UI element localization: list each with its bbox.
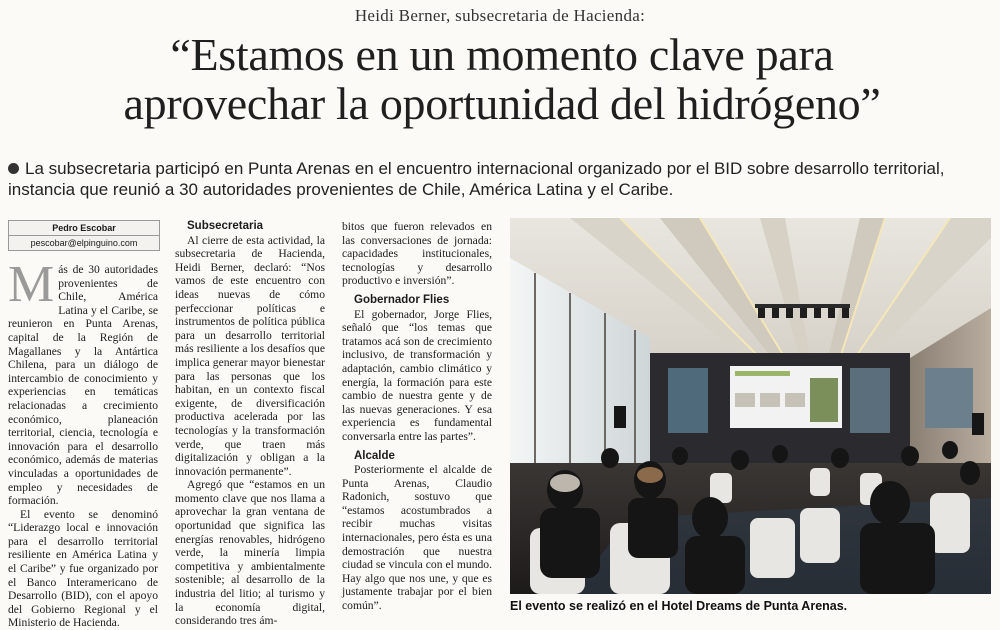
column-1	[8, 256, 158, 630]
event-photo	[510, 218, 991, 594]
column-1-paragraph-2: El evento se denominó “Liderazgo local e innovación para el desarrollo territorial resiliente en América Latina y el Caribe” y fue organizado por el Banco Interamericano de Desarrollo (BID), con el apoyo del Gobierno Regional y el Ministerio de Hacienda.	[8, 507, 158, 630]
kicker: Heidi Berner, subsecretaria de Hacienda:	[354, 6, 646, 25]
column-2-paragraph-2: Agregó que “estamos en un momento clave que nos llama a aprovechar la gran ventana de oportunidad que significa las energías renovables, hidrógeno verde, la minería limpia competitiva y ambientalmente sostenible; al desarrollo de la industria del litio; al turismo y la economía digital, considerando tres ám-	[175, 478, 325, 628]
subhead-gobernador: Gobernador Flies	[354, 293, 450, 306]
headline-line-1: “Estamos en un momento clave para	[170, 29, 834, 80]
column-1-text-1: ás de 30 autoridades provenientes de Chile, América Latina y el Caribe, se reunieron en Punta Arenas, capital de la Región de Magallanes y la Antártica Chilena, para un diálogo de intercambio de conocimiento y experiencias en temáticas relacionadas a crecimiento económico, planeación territorial, ciencia, tecnología e innovación para el desarrollo económico, además de materias vinculadas a oportunidades de empleo y necesidades de formación.	[8, 263, 158, 508]
author-name: Pedro Escobar	[9, 221, 159, 236]
byline-box	[8, 220, 160, 251]
bullet-icon	[8, 163, 19, 174]
author-email[interactable]: pescobar@elpinguino.com	[30, 238, 138, 248]
column-3-paragraph-0: bitos que fueron relevados en las conversaciones de jornada: capacidades institucionales, tecnologías y desarrollo productivo e inversión”.	[342, 220, 492, 288]
headline-line-2: aprovechar la oportunidad del hidrógeno”	[123, 78, 881, 129]
conference-room-illustration	[510, 218, 991, 594]
lead-paragraph	[8, 158, 992, 200]
lead-text: La subsecretaria participó en Punta Arenas en el encuentro internacional organizado por el BID sobre desarrollo territorial, instancia que reunió a 30 autoridades provenientes de Chile, América Latina y el Caribe.	[8, 159, 945, 199]
drop-cap: M	[8, 256, 55, 313]
column-3-paragraph-2: Posteriormente el alcalde de Punta Arenas, Claudio Radonich, sostuvo que “estamos acostumbrados a recibir muchas visitas internacionales, pero ésta es una demostración que nuestra ciudad se vincula con el mundo. Hay algo que nos une, y que es justamente trabajar por el bien común”.	[342, 463, 492, 613]
photo-caption: El evento se realizó en el Hotel Dreams de Punta Arenas.	[510, 599, 848, 613]
column-3-paragraph-1: El gobernador, Jorge Flies, señaló que “los temas que tratamos acá son de crecimiento inclusivo, de transformación y adaptación, cambio climático y energía, la formación para este cambio de nuestra gente y de las nuevas generaciones. Y esa experiencia es fundamental conversarla entre las partes”.	[342, 307, 492, 443]
subhead-alcalde: Alcalde	[354, 449, 395, 462]
column-2-paragraph-1: Al cierre de esta actividad, la subsecretaria de Hacienda, Heidi Berner, declaró: “Nos vamos de este encuentro con ideas nuevas de cómo perfeccionar políticas e instrumentos de política pública para un desarrollo territorial más resiliente a los desafíos que implica generar mayor bienestar para las personas que los habitan, en un contexto fiscal exigente, de diversificación productiva acelerada por las tecnologías y la transformación verde, que traen más digitalización y obligan a la innovación permanente”.	[175, 233, 325, 478]
headline	[14, 30, 990, 128]
subhead-subsecretaria: Subsecretaria	[187, 220, 264, 232]
column-2	[175, 220, 325, 628]
column-3	[342, 220, 492, 613]
column-1-paragraph-1	[8, 256, 158, 508]
